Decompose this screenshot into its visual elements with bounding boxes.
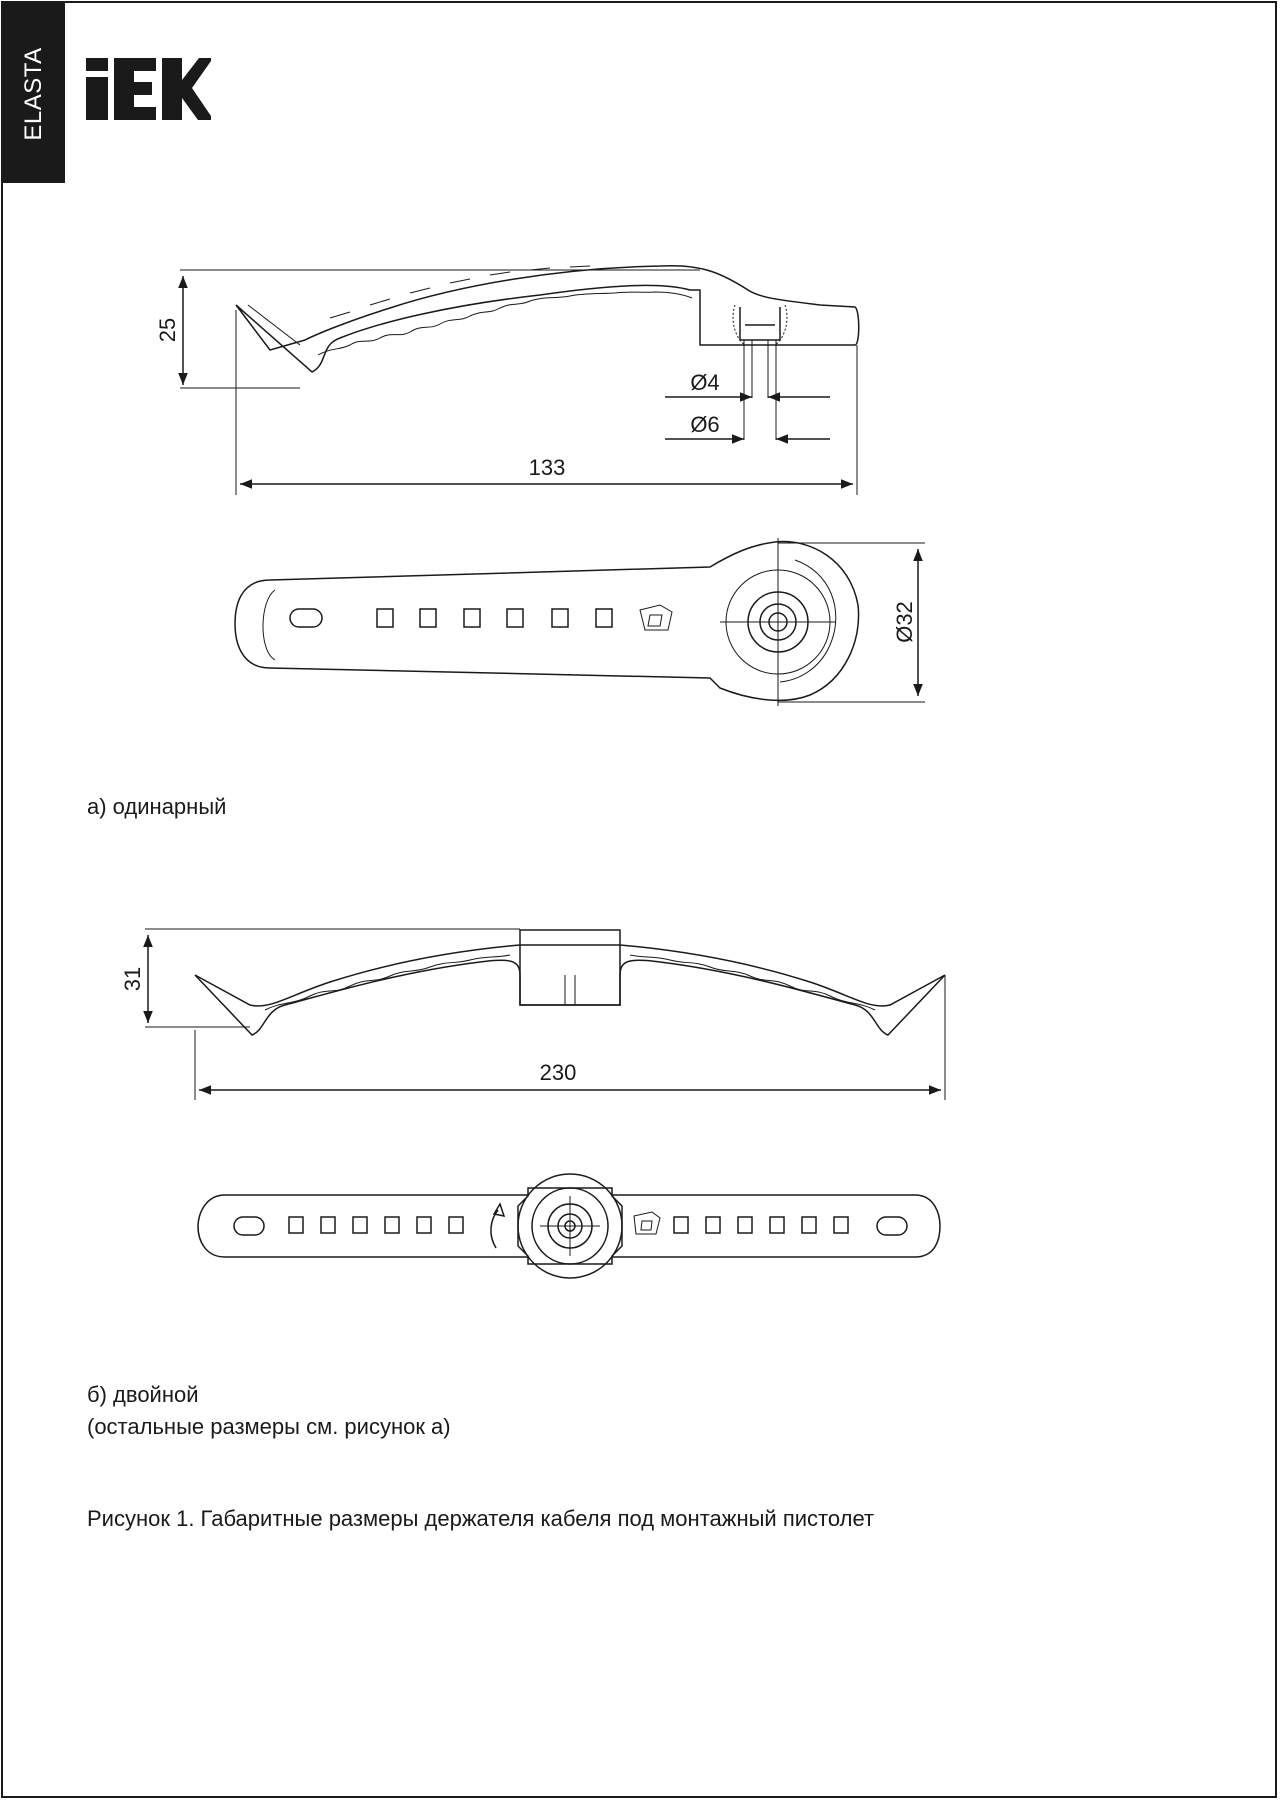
figure-caption: Рисунок 1. Габаритные размеры держателя кабеля под монтажный пистолет	[87, 1506, 875, 1531]
caption-double-line1: б) двойной	[87, 1382, 199, 1407]
dim-head-diameter: Ø32	[892, 601, 917, 643]
series-label: ELASTA	[20, 47, 47, 141]
caption-single: а) одинарный	[87, 794, 227, 819]
double-holder-top-view	[198, 1174, 940, 1278]
dim-height-a: 25	[155, 317, 180, 343]
dim-length-b: 230	[539, 1060, 577, 1085]
single-holder-top-view	[235, 538, 925, 706]
dim-height-b: 31	[120, 966, 145, 992]
dim-length-a: 133	[528, 455, 566, 480]
dim-hole-inner: Ø4	[690, 370, 720, 395]
caption-double-line2: (остальные размеры см. рисунок а)	[87, 1414, 451, 1439]
double-holder-side-view	[120, 929, 945, 1100]
single-holder-side-view	[155, 266, 859, 495]
dim-hole-outer: Ø6	[690, 412, 720, 437]
